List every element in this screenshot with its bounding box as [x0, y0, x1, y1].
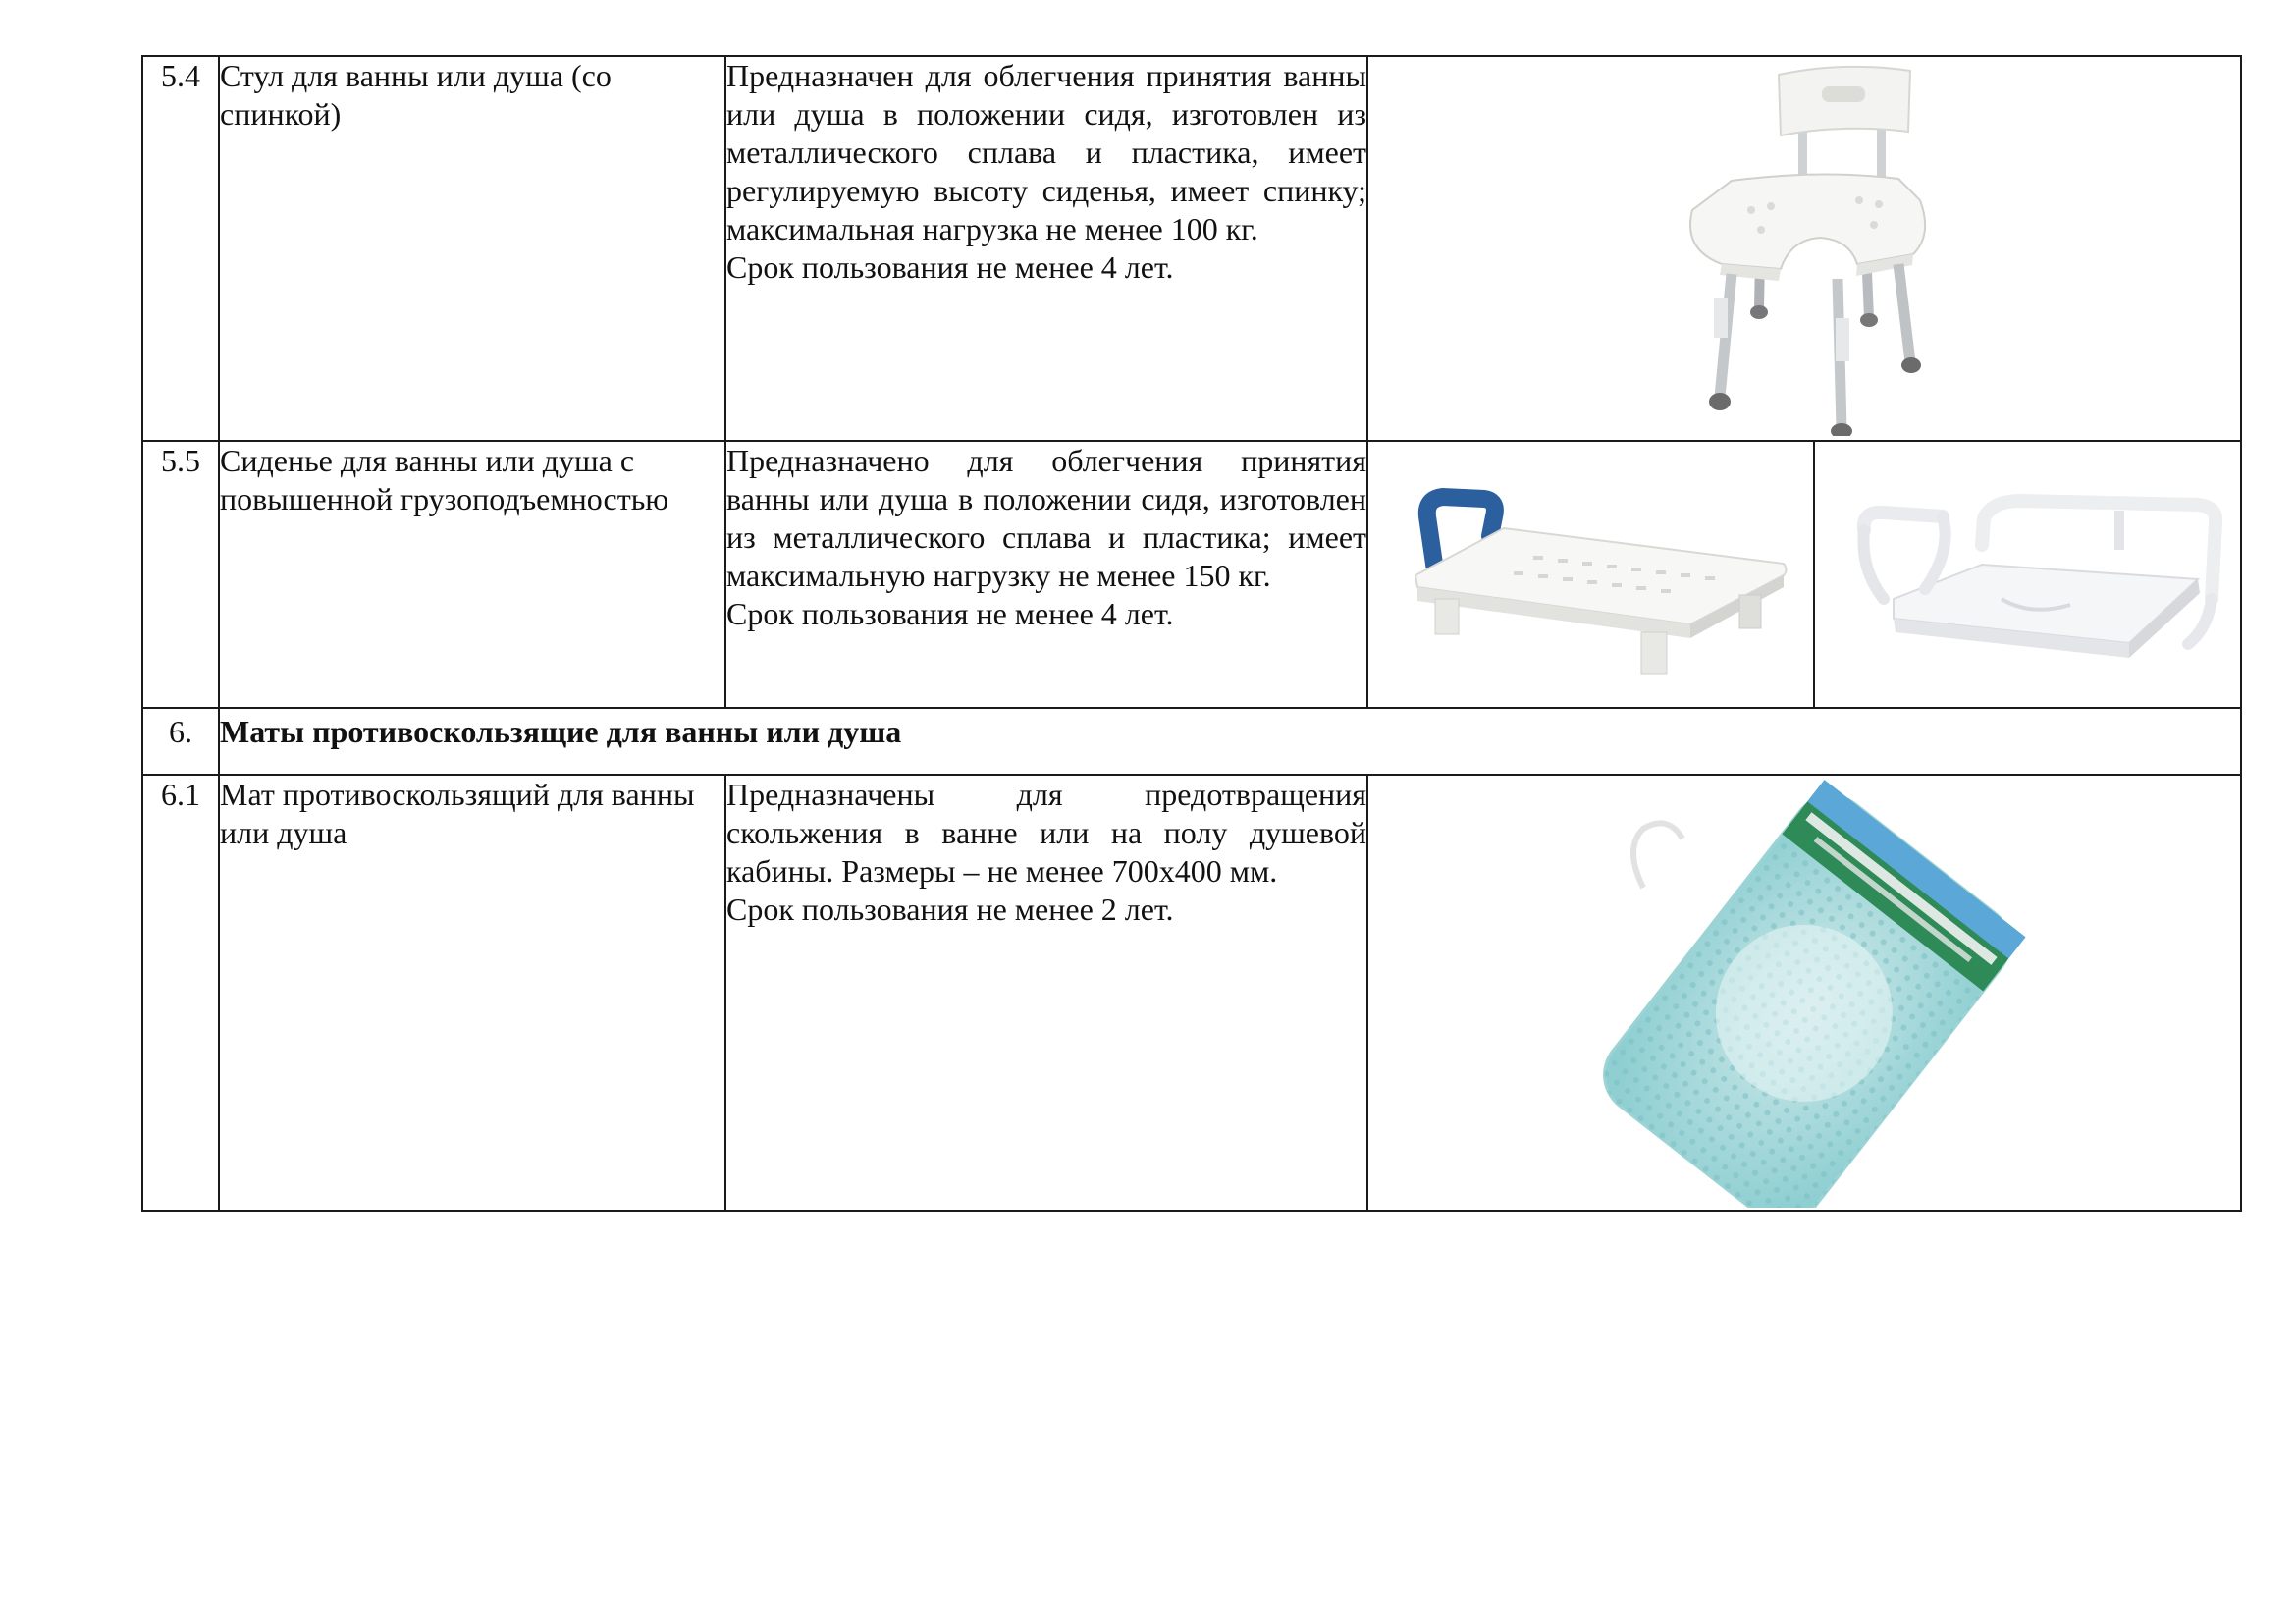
description-text: Предназначен для облегчения принятия ванны или душа в положении сидя, изготовлен из металлического сплава и пластика, имеет регулируемую высоту сиденья, имеет спинку; максимальная нагрузка не менее 100 кг.	[726, 58, 1366, 246]
product-description	[725, 775, 1367, 1211]
product-image-cell	[1367, 56, 2241, 441]
bath-board-seat-image	[1396, 477, 1789, 683]
usage-term: Срок пользования не менее 4 лет.	[726, 596, 1174, 631]
table-row	[142, 708, 2241, 775]
bath-chair-with-backrest-image	[1663, 63, 1957, 436]
anti-slip-bath-mat-image	[1575, 780, 2046, 1208]
suspended-bath-seat-image	[1835, 471, 2227, 687]
product-description	[725, 56, 1367, 441]
usage-term: Срок пользования не менее 4 лет.	[726, 249, 1174, 285]
row-number: 6.1	[142, 775, 219, 1211]
description-text: Предназначено для облегчения принятия ванны или душа в положении сидя, изготовлен из металлического сплава и пластика; имеет максимальную нагрузку не менее 150 кг.	[726, 443, 1366, 593]
table-row	[142, 56, 2241, 441]
usage-term: Срок пользования не менее 2 лет.	[726, 892, 1174, 927]
product-image-cell	[1814, 441, 2241, 708]
product-name: Мат противоскользящий для ванны или душа	[219, 775, 725, 1211]
table-row	[142, 775, 2241, 1211]
product-description	[725, 441, 1367, 708]
row-number: 5.4	[142, 56, 219, 441]
row-number: 6.	[142, 708, 219, 775]
product-name: Сиденье для ванны или душа с повышенной грузоподъемностью	[219, 441, 725, 708]
product-image-cell	[1367, 441, 1814, 708]
section-title: Маты противоскользящие для ванны или душа	[219, 708, 2241, 775]
row-number: 5.5	[142, 441, 219, 708]
product-image-cell	[1367, 775, 2241, 1211]
description-text: Предназначены для предотвращения скольжения в ванне или на полу душевой кабины. Размеры – не менее 700х400 мм.	[726, 777, 1366, 889]
table-row	[142, 441, 2241, 708]
products-table	[141, 55, 2242, 1212]
product-name: Стул для ванны или душа (со спинкой)	[219, 56, 725, 441]
